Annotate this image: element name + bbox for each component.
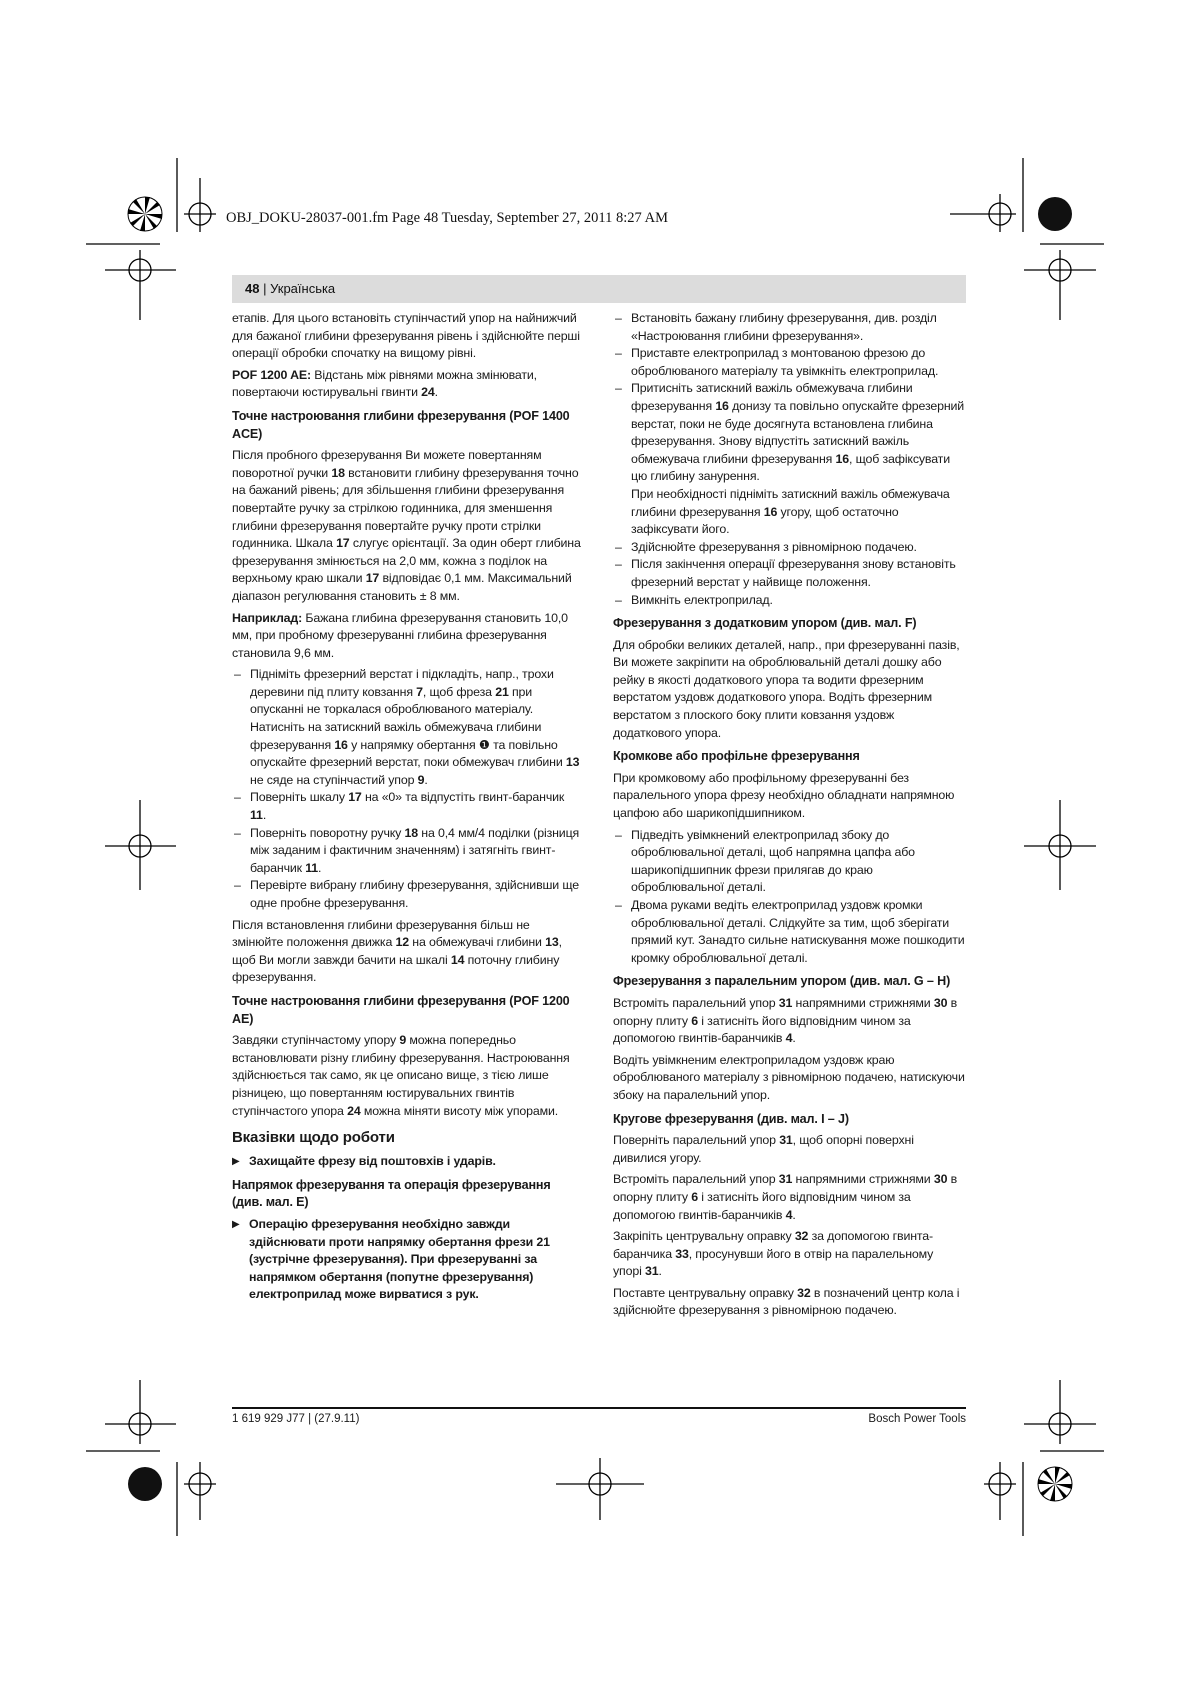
paragraph: Встроміть паралельний упор 31 напрямними стрижнями 30 в опорну плиту 6 і затисніть його відповідним чином за допомогою гвинтів-баранчиків 4. xyxy=(613,1172,958,1222)
page-number: 48 xyxy=(245,281,260,296)
list-item: – Вимкніть електроприлад. xyxy=(613,592,965,610)
step-list xyxy=(613,310,965,609)
list-item: – Підведіть увімкнений електроприлад збоку до оброблювальної деталі, щоб напрямна цапфа або шарикопідшипник фрези прилягав до краю оброблювальної деталі. xyxy=(613,827,965,897)
paragraph: Закріпіть центрувальну оправку 32 за допомогою гвинта-баранчика 33, просунувши його в отвір на паралельному упорі 31. xyxy=(613,1229,934,1279)
list-item: – Поверніть поворотну ручку 18 на 0,4 мм/4 поділки (різниця між заданим і фактичним значенням) і затягніть гвинт-баранчик 11. xyxy=(232,825,582,878)
left-column xyxy=(232,310,582,1308)
header-separator: | xyxy=(259,281,271,296)
paragraph: Після встановлення глибини фрезерування більш не змінюйте положення движка 12 на обмежувачі глибини 13, щоб Ви могли завжди бачити на шкалі 14 поточну глибину фрезерування. xyxy=(232,917,562,985)
section-heading: Точне настроювання глибини фрезерування (POF 1400 ACE) xyxy=(232,408,570,441)
list-item: – Двома руками ведіть електроприлад уздовж кромки оброблювальної деталі. Слідкуйте за тим, щоб зберігати прямий кут. Занадто сильне натискування може пошкодити кромку оброблювальної деталі. xyxy=(613,897,965,967)
header-language: Українська xyxy=(270,281,336,296)
paragraph: Після пробного фрезерування Ви можете повертанням поворотної ручки 18 встановити глибину фрезерування точно на бажаний рівень; для збільшення глибини фрезерування повертайте ручку за стрілкою годинника, для зменшення глибини фрезерування повертайте ручку проти стрілки годинника. Шкала 17 слугує орієнтації. За один оберт глибина фрезерування змінюється на 2,0 мм, кожна з поділок на верхньому краю шкали 17 відповідає 0,1 мм. Максимальний діапазон регулювання становить ± 8 мм. xyxy=(232,448,581,603)
page-header xyxy=(245,281,335,296)
page-header-bar xyxy=(232,275,966,303)
list-item: – Встановіть бажану глибину фрезерування, див. розділ «Настроювання глибини фрезерування». xyxy=(613,310,965,345)
section-heading: Фрезерування з паралельним упором (див. мал. G – H) xyxy=(613,974,951,989)
print-slug: OBJ_DOKU-28037-001.fm Page 48 Tuesday, September 27, 2011 8:27 AM xyxy=(226,210,668,226)
section-heading: Точне настроювання глибини фрезерування (POF 1200 AE) xyxy=(232,993,570,1026)
list-item: – Після закінчення операції фрезерування знову встановіть фрезерний верстат у найвище положення. xyxy=(613,556,965,591)
warning-item: ▶ Захищайте фрезу від поштовхів і ударів. xyxy=(232,1153,582,1171)
footer-rule xyxy=(232,1407,966,1409)
step-list xyxy=(232,666,582,912)
list-item: – Підніміть фрезерний верстат і підкладіть, напр., трохи деревини під плиту ковзання 7, щоб фреза 21 при опусканні не торкалася оброблюваного матеріалу. Натисніть на затискний важіль обмежувача глибини фрезерування 16 у напрямку обертання ❶ та повільно опускайте фрезерний верстат, поки обмежувач глибини 13 не сяде на ступінчастий упор 9. xyxy=(232,666,582,789)
footer-brand: Bosch Power Tools xyxy=(868,1413,966,1425)
paragraph: Водіть увімкненим електроприладом уздовж краю оброблюваного матеріалу з рівномірною подачею, натискуючи збоку на паралельний упор. xyxy=(613,1052,965,1102)
footer-document-code: 1 619 929 J77 | (27.9.11) xyxy=(232,1413,360,1425)
paragraph: Встроміть паралельний упор 31 напрямними стрижнями 30 в опорну плиту 6 і затисніть його відповідним чином за допомогою гвинтів-баранчиків 4. xyxy=(613,995,958,1046)
paragraph: Поставте центрувальну оправку 32 в позначений центр кола і здійснюйте фрезерування з рівномірною подачею. xyxy=(613,1285,960,1318)
list-item-continuation: При необхідності підніміть затискний важіль обмежувача глибини фрезерування 16 угору, щоб остаточно зафіксувати його. xyxy=(631,486,950,537)
right-column xyxy=(613,310,965,1324)
list-item: – Приставте електроприлад з монтованою фрезою до оброблюваного матеріалу та увімкніть електроприлад. xyxy=(613,345,965,380)
chapter-heading: Вказівки щодо роботи xyxy=(232,1129,395,1147)
paragraph: При кромковому або профільному фрезеруванні без паралельного упора фрезу необхідно обладнати напрямною цапфою або шарикопідшипником. xyxy=(613,770,955,821)
paragraph: Завдяки ступінчастому упору 9 можна попередньо встановлювати різну глибину фрезерування. Настроювання здійснюється так само, як це описано вище, з тією лише різницею, що повертанням юстирувальних гвинтів ступінчастого упора 24 можна міняти висоту між упорами. xyxy=(232,1033,570,1118)
section-heading: Напрямок фрезерування та операція фрезерування (див. мал. E) xyxy=(232,1177,551,1210)
section-heading: Кругове фрезерування (див. мал. I – J) xyxy=(613,1111,849,1126)
step-list xyxy=(613,827,965,968)
section-heading: Кромкове або профільне фрезерування xyxy=(613,749,860,764)
paragraph: POF 1200 AE: Відстань між рівнями можна змінювати, повертаючи юстирувальні гвинти 24. xyxy=(232,367,537,400)
section-heading: Фрезерування з додатковим упором (див. мал. F) xyxy=(613,616,917,631)
rotation-direction-icon: ❶ xyxy=(478,737,490,752)
list-item: – Перевірте вибрану глибину фрезерування, здійснивши ще одне пробне фрезерування. xyxy=(232,877,582,912)
warning-item: ▶ Операцію фрезерування необхідно завжди здійснювати проти напрямку обертання фрези 21 (зустрічне фрезерування). При фрезеруванні за напрямком обертання (попутне фрезерування) електроприлад може вирватися з рук. xyxy=(232,1216,582,1304)
paragraph: Наприклад: Бажана глибина фрезерування становить 10,0 мм, при пробному фрезеруванні глибина фрезерування становила 9,6 мм. xyxy=(232,610,568,660)
list-item: – Здійснюйте фрезерування з рівномірною подачею. xyxy=(613,539,965,557)
list-item: – Поверніть шкалу 17 на «0» та відпустіть гвинт-баранчик 11. xyxy=(232,789,582,824)
paragraph: Поверніть паралельний упор 31, щоб опорні поверхні дивилися угору. xyxy=(613,1133,914,1165)
list-item: – Притисніть затискний важіль обмежувача глибини фрезерування 16 донизу та повільно опускайте фрезерний верстат, поки не буде досягнута встановлена глибина фрезерування. Знову відпустіть затискний важіль обмежувача глибини фрезерування 16, щоб зафіксувати цю глибину занурення. xyxy=(613,380,965,486)
paragraph: етапів. Для цього встановіть ступінчастий упор на найнижчий для бажаної глибини фрезерування рівень і здійснюйте перші операції обробки спочатку на вищому рівні. xyxy=(232,311,580,361)
paragraph: Для обробки великих деталей, напр., при фрезеруванні пазів, Ви можете закріпити на оброблювальній деталі дошку або рейку в якості додаткового упора та водити фрезерним верстатом уздовж додаткового упора. Водіть фрезерним верстатом з плоского боку плити ковзання уздовж додаткового упора. xyxy=(613,637,960,740)
